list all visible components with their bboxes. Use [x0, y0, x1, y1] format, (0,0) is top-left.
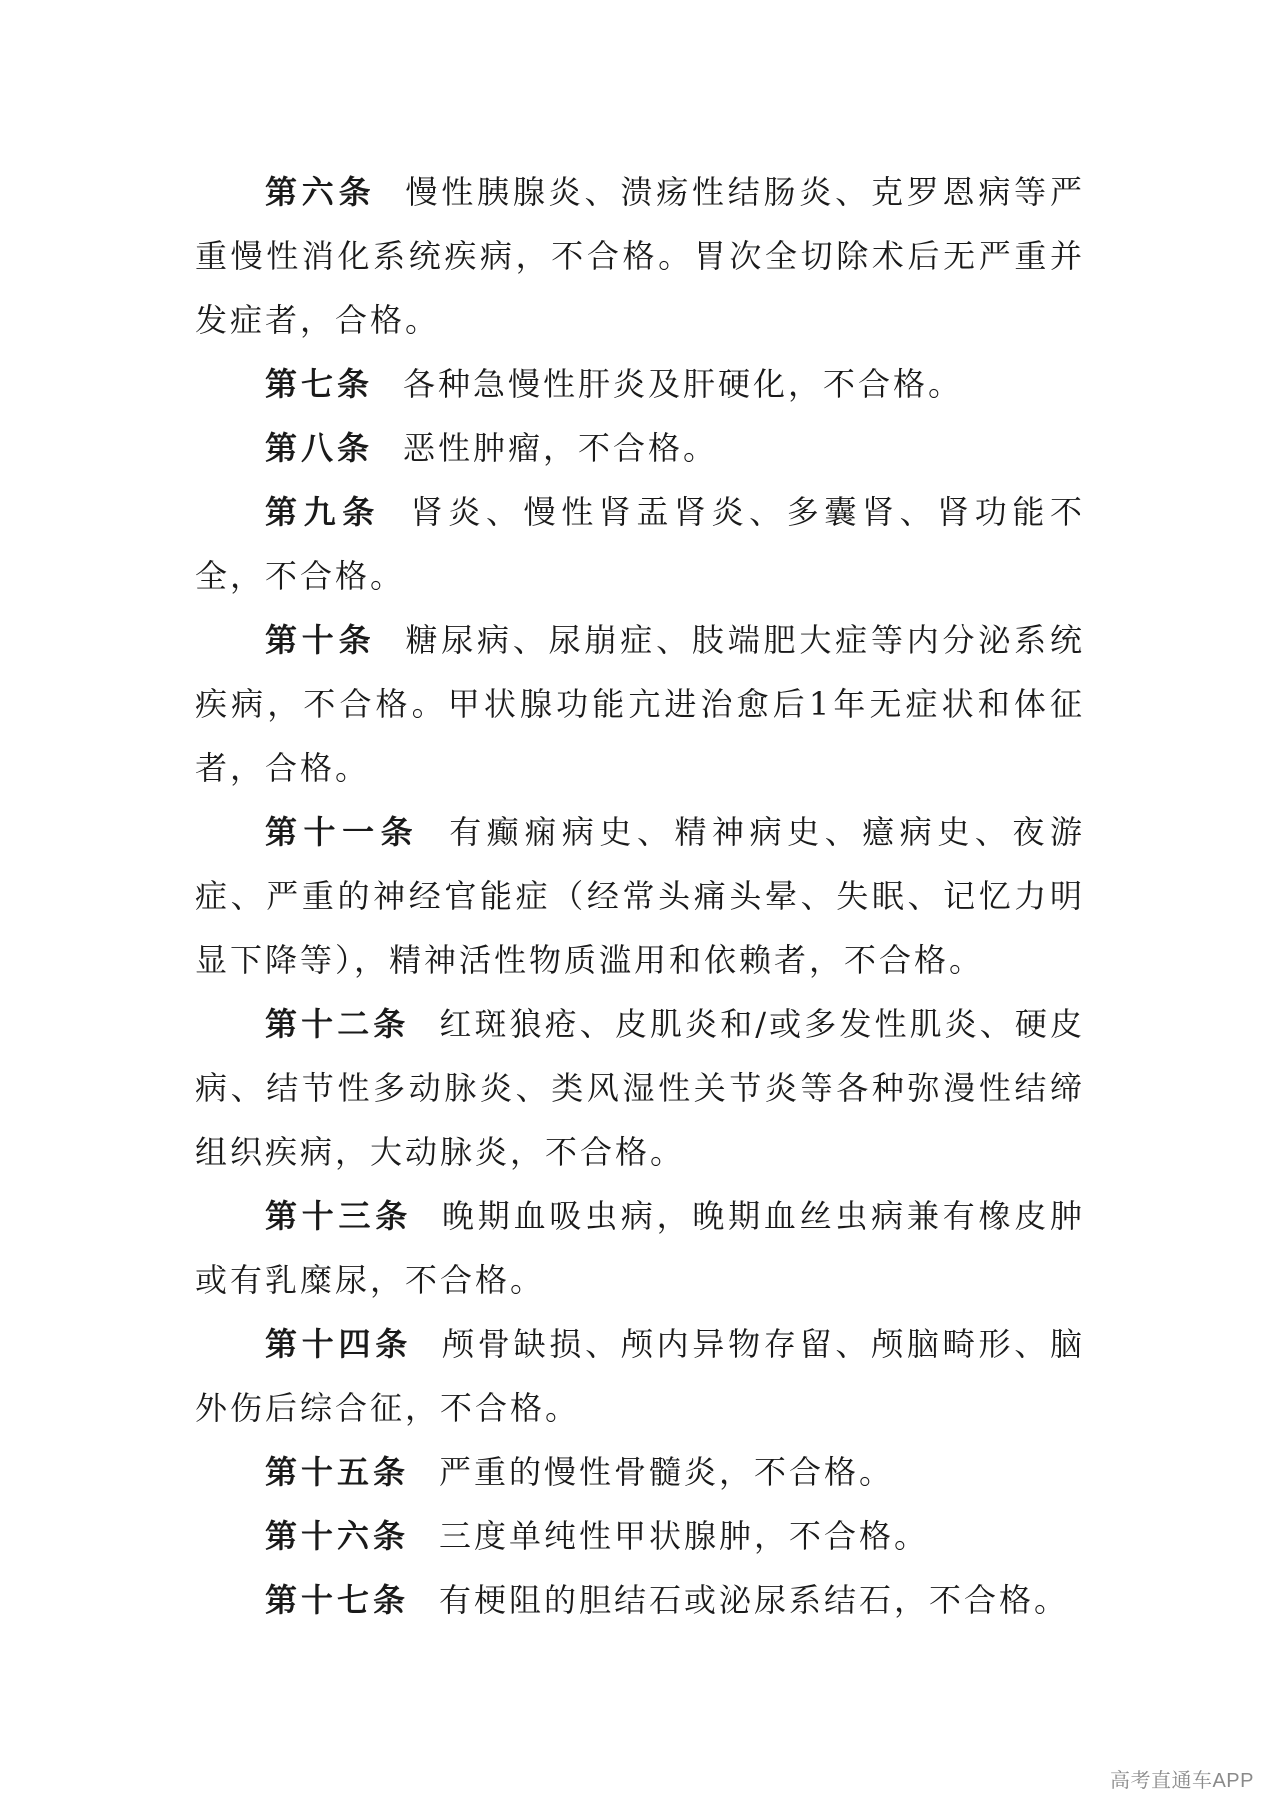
article-text: 三度单纯性甲状腺肿，不合格。	[439, 1517, 930, 1555]
article-number: 第十五条	[265, 1453, 410, 1491]
article-text: 肾炎、慢性肾盂肾炎、多囊肾、肾功能不全，不合格。	[195, 493, 1085, 595]
article-number: 第十七条	[265, 1581, 410, 1619]
article-text: 各种急慢性肝炎及肝硬化，不合格。	[403, 365, 964, 403]
article-16	[195, 1504, 1085, 1568]
article-text: 有梗阻的胆结石或泌尿系结石，不合格。	[439, 1581, 1070, 1619]
document-page	[195, 160, 1085, 1632]
article-12	[195, 992, 1085, 1184]
article-15	[195, 1440, 1085, 1504]
article-text: 恶性肿瘤，不合格。	[403, 429, 719, 467]
article-number: 第十二条	[265, 1005, 410, 1043]
article-number: 第九条	[265, 493, 381, 531]
article-text: 慢性胰腺炎、溃疡性结肠炎、克罗恩病等严重慢性消化系统疾病，不合格。胃次全切除术后无严重并发症者，合格。	[195, 173, 1085, 339]
article-11	[195, 800, 1085, 992]
article-6	[195, 160, 1085, 352]
article-number: 第十一条	[265, 813, 420, 851]
article-number: 第八条	[265, 429, 374, 467]
article-text: 颅骨缺损、颅内异物存留、颅脑畸形、脑外伤后综合征，不合格。	[195, 1325, 1085, 1427]
article-number: 第十条	[265, 621, 376, 659]
article-13	[195, 1184, 1085, 1312]
article-17	[195, 1568, 1085, 1632]
article-number: 第十三条	[265, 1197, 413, 1235]
article-number: 第十四条	[265, 1325, 413, 1363]
article-8	[195, 416, 1085, 480]
article-number: 第七条	[265, 365, 374, 403]
article-14	[195, 1312, 1085, 1440]
watermark: 高考直通车APP	[1109, 1770, 1254, 1792]
article-7	[195, 352, 1085, 416]
article-9	[195, 480, 1085, 608]
article-text: 红斑狼疮、皮肌炎和/或多发性肌炎、硬皮病、结节性多动脉炎、类风湿性关节炎等各种弥漫性结缔组织疾病，大动脉炎，不合格。	[195, 1005, 1085, 1171]
article-text: 糖尿病、尿崩症、肢端肥大症等内分泌系统疾病，不合格。甲状腺功能亢进治愈后1年无症状和体征者，合格。	[195, 621, 1085, 787]
article-text: 晚期血吸虫病，晚期血丝虫病兼有橡皮肿或有乳糜尿，不合格。	[195, 1197, 1085, 1299]
article-10	[195, 608, 1085, 800]
article-number: 第六条	[265, 173, 376, 211]
article-number: 第十六条	[265, 1517, 410, 1555]
article-text: 严重的慢性骨髓炎，不合格。	[439, 1453, 895, 1491]
article-text: 有癫痫病史、精神病史、癔病史、夜游症、严重的神经官能症（经常头痛头晕、失眠、记忆力明显下降等），精神活性物质滥用和依赖者，不合格。	[195, 813, 1085, 979]
